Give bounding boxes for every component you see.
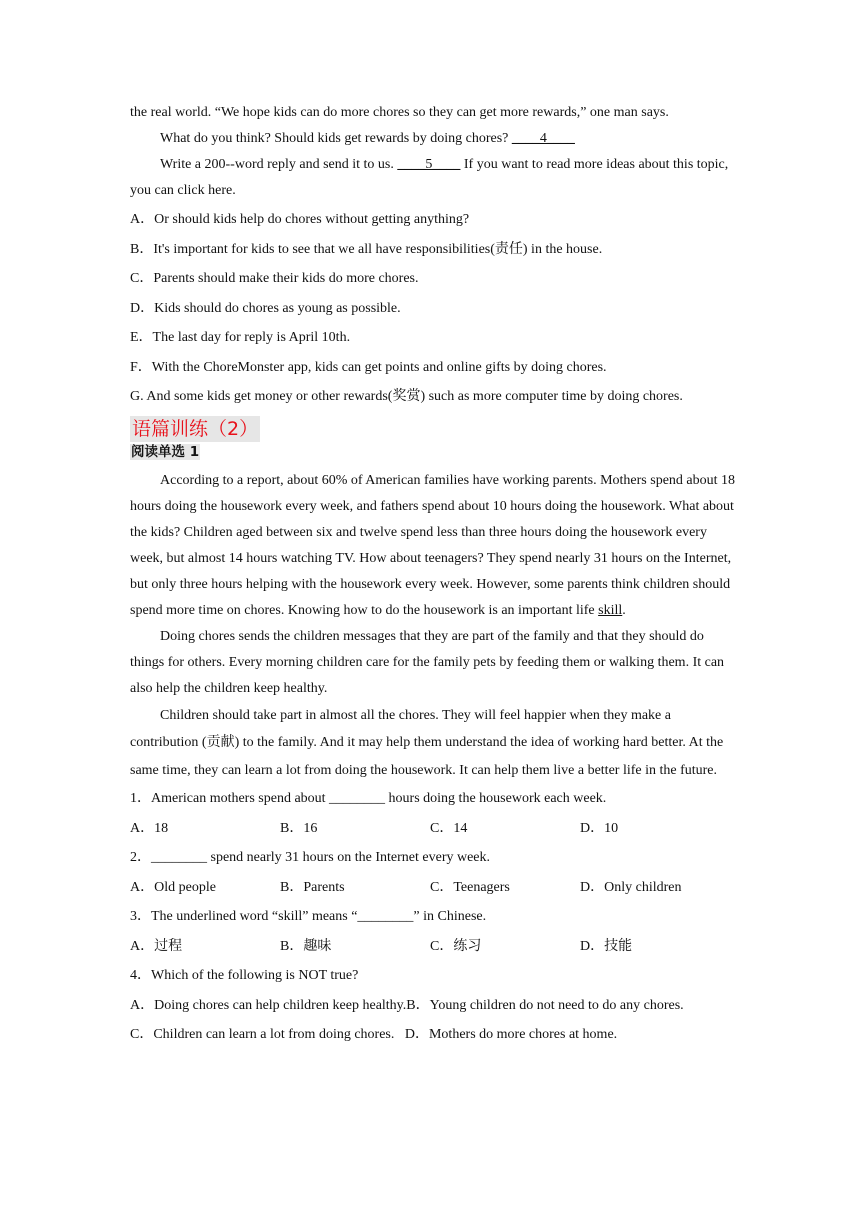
intro-line-3 <box>130 152 740 204</box>
intro-line-2 <box>130 126 740 152</box>
question-3-choice-d[interactable]: D．技能 <box>580 938 633 954</box>
option-f: F．With the ChoreMonster app, kids can get points and online gifts by doing chores. <box>130 359 607 375</box>
passage-paragraph-3: Children should take part in almost all the chores. They will feel happier when they make a contribution (贡献) to the family. And it may help them understand the idea of working hard better. At the same time, they can learn a lot from doing the housework. It can help them live a better life in the future. <box>130 707 724 778</box>
question-1-choice-b[interactable]: B．16 <box>280 820 318 836</box>
passage-p1-end: . <box>622 602 626 618</box>
question-3-choice-c[interactable]: C．练习 <box>430 938 482 954</box>
option-c: C．Parents should make their kids do more chores. <box>130 271 419 286</box>
option-g: G. And some kids get money or other rewards(奖赏) such as more computer time by doing chores. <box>130 389 683 404</box>
intro-question-text: What do you think? Should kids get rewards by doing chores? <box>160 131 512 146</box>
question-3-choice-a[interactable]: A．过程 <box>130 938 183 954</box>
option-b: B．It's important for kids to see that we all have responsibilities(责任) in the house. <box>130 241 603 257</box>
question-2-choice-c[interactable]: C．Teenagers <box>430 879 510 895</box>
question-3-choices <box>130 932 740 962</box>
option-d: D．Kids should do chores as young as possible. <box>130 300 401 316</box>
question-1-stem: 1．American mothers spend about ________ hours doing the housework each week. <box>130 791 607 806</box>
document-page <box>130 100 740 1050</box>
questions-list <box>130 784 740 1050</box>
question-4-choices-ab[interactable]: A．Doing chores can help children keep healthy.B．Young children do not need to do any chores. <box>130 997 684 1013</box>
section-subtitle <box>130 442 740 462</box>
question-3-choice-b[interactable]: B．趣味 <box>280 938 332 954</box>
underlined-word-skill: skill <box>598 602 623 618</box>
question-3-stem: 3．The underlined word “skill” means “________” in Chinese. <box>130 909 487 924</box>
question-2-choice-b[interactable]: B．Parents <box>280 879 345 895</box>
intro-reply-rest: If you want to read more ideas about this topic, you can click here. <box>130 157 729 198</box>
passage-paragraph-2: Doing chores sends the children messages that they are part of the family and that they should do things for others. Every morning children care for the family pets by feeding them or walking them. It can also help the children keep healthy. <box>130 628 725 696</box>
question-2-choices <box>130 873 740 903</box>
question-2-choice-d[interactable]: D．Only children <box>580 879 682 895</box>
question-1-choices <box>130 814 740 844</box>
option-a: A．Or should kids help do chores without getting anything? <box>130 212 470 227</box>
blank-4[interactable]: ____4____ <box>511 131 575 146</box>
section-subtitle-text: 阅读单选 1 <box>131 443 200 460</box>
question-1-choice-a[interactable]: A．18 <box>130 820 169 836</box>
passage-paragraph-1 <box>130 468 740 624</box>
question-1-choice-d[interactable]: D．10 <box>580 820 619 836</box>
options-list <box>130 205 740 412</box>
question-1-choice-c[interactable]: C．14 <box>430 820 468 836</box>
intro-line-1: the real world. “We hope kids can do more chores so they can get more rewards,” one man says. <box>130 105 669 120</box>
option-e: E．The last day for reply is April 10th. <box>130 330 351 345</box>
question-2-choice-a[interactable]: A．Old people <box>130 879 216 895</box>
question-4-stem: 4．Which of the following is NOT true? <box>130 968 359 983</box>
blank-5[interactable]: ____5____ <box>397 157 461 172</box>
question-4-choices-cd[interactable]: C．Children can learn a lot from doing chores. D．Mothers do more chores at home. <box>130 1027 618 1042</box>
passage-p1-text: According to a report, about 60% of American families have working parents. Mothers spend about 18 hours doing the housework every week, and fathers spend about 10 hours doing the housework. What about the kids? Children aged between six and twelve spend less than three hours doing the housework every week, but almost 14 hours watching TV. How about teenagers? They spend nearly 31 hours on the Internet, but only three hours helping with the housework every week. However, some parents think children should spend more time on chores. Knowing how to do the housework is an important life <box>130 472 736 618</box>
section-title: 语篇训练（2） <box>132 417 259 440</box>
intro-reply-text: Write a 200--word reply and send it to us. <box>160 157 398 172</box>
question-2-stem: 2．________ spend nearly 31 hours on the Internet every week. <box>130 850 491 865</box>
